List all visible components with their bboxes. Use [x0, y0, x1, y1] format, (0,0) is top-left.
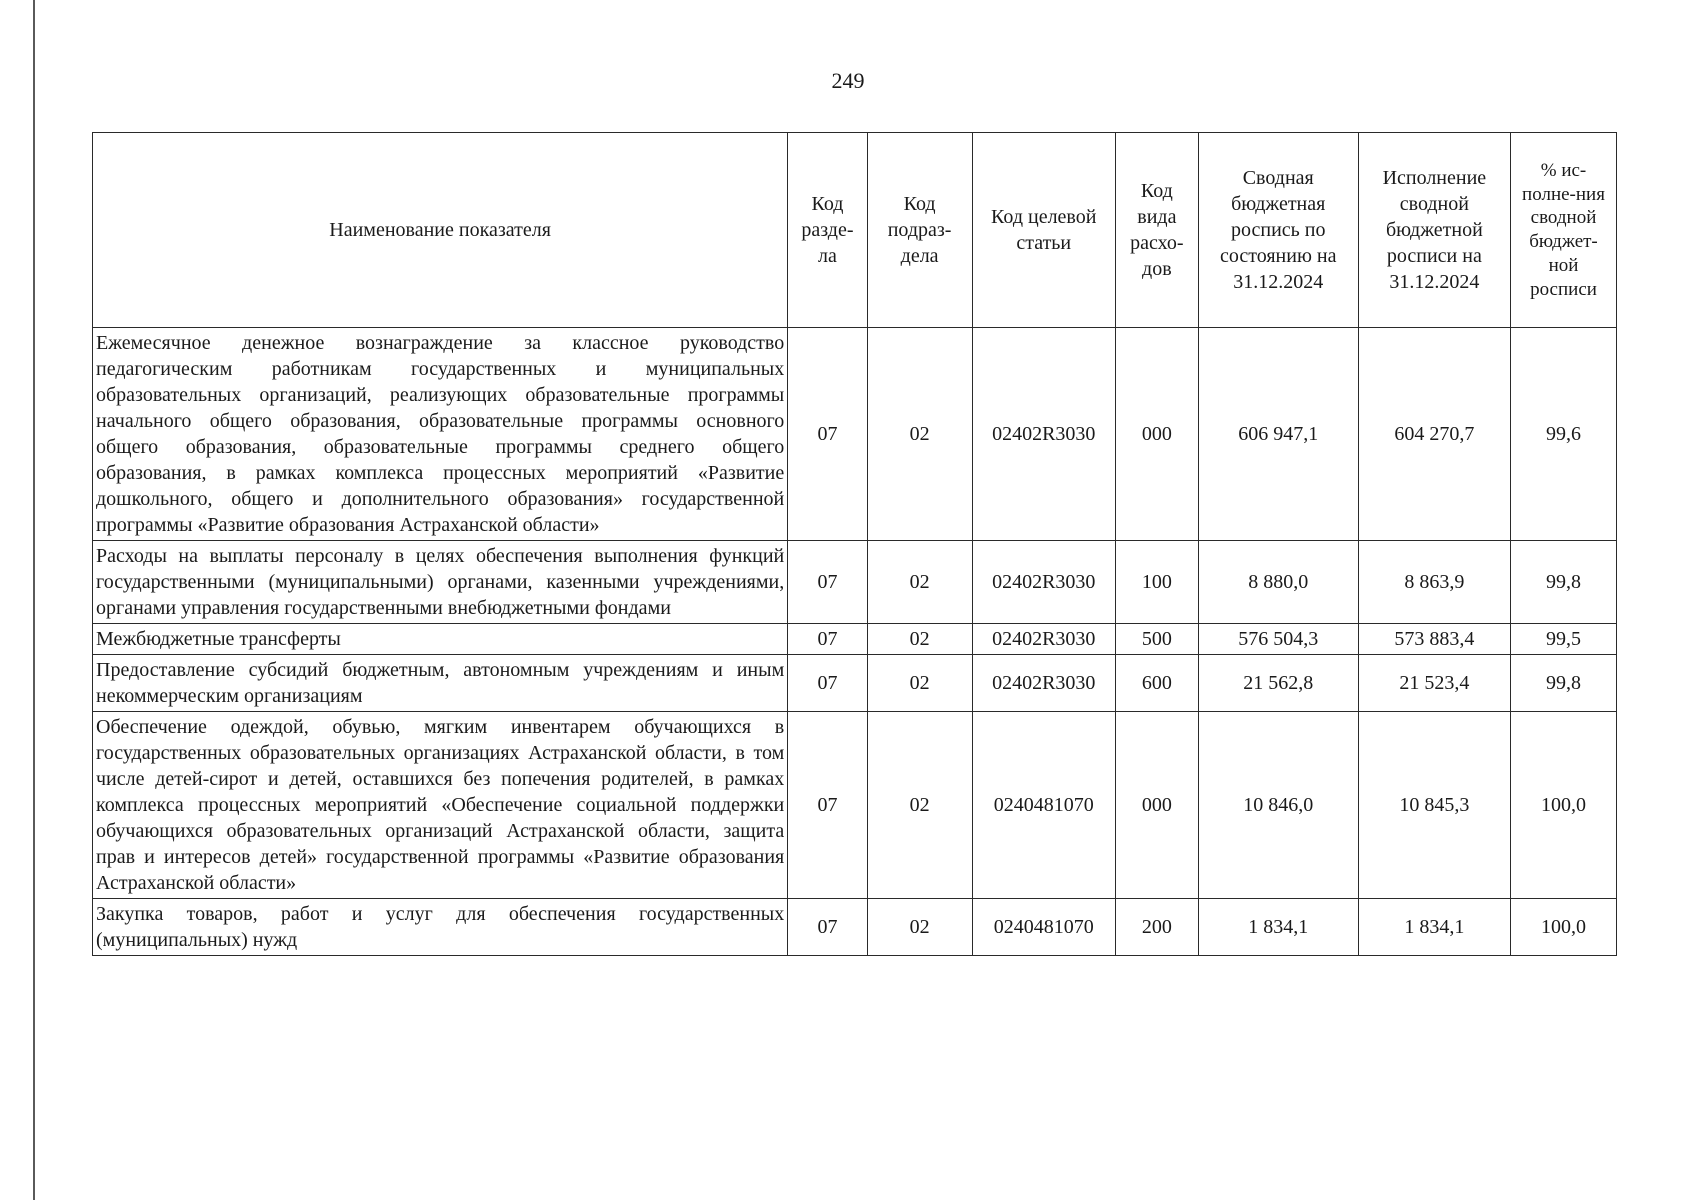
header-indicator-name: Наименование показателя: [93, 133, 788, 328]
row-target-code: 02402R3030: [972, 541, 1115, 624]
row-name: Обеспечение одеждой, обувью, мягким инвентарем обучающихся в государственных образовательных организациях Астраханской области, в том числе детей-сирот и детей, оставшихся без попечения родителей, в рамках комплекса процессных мероприятий «Обеспечение социальной поддержки обучающихся образовательных организаций Астраханской области, защита прав и интересов детей» государственной программы «Развитие образования Астраханской области»: [93, 712, 788, 899]
row-subsection-code: 02: [867, 328, 972, 541]
row-budget-plan: 21 562,8: [1198, 655, 1358, 712]
row-expense-type-code: 100: [1115, 541, 1198, 624]
table-row: [93, 541, 1617, 624]
row-subsection-code: 02: [867, 899, 972, 956]
row-section-code: 07: [788, 624, 867, 655]
row-expense-type-code: 200: [1115, 899, 1198, 956]
row-expense-type-code: 000: [1115, 328, 1198, 541]
row-budget-plan: 10 846,0: [1198, 712, 1358, 899]
row-section-code: 07: [788, 328, 867, 541]
row-percent: 100,0: [1511, 712, 1617, 899]
row-target-code: 02402R3030: [972, 624, 1115, 655]
header-budget-plan: Сводная бюджетная роспись по состоянию на 31.12.2024: [1198, 133, 1358, 328]
row-name: Расходы на выплаты персоналу в целях обеспечения выполнения функций государственными (муниципальными) органами, казенными учреждениями, органами управления государственными внебюджетными фондами: [93, 541, 788, 624]
table-row: [93, 899, 1617, 956]
row-section-code: 07: [788, 655, 867, 712]
row-execution: 8 863,9: [1358, 541, 1510, 624]
row-expense-type-code: 500: [1115, 624, 1198, 655]
page-number: 249: [831, 68, 865, 93]
table-header-row: [93, 133, 1617, 328]
row-target-code: 02402R3030: [972, 655, 1115, 712]
row-percent: 99,8: [1511, 541, 1617, 624]
row-percent: 99,8: [1511, 655, 1617, 712]
row-budget-plan: 606 947,1: [1198, 328, 1358, 541]
row-expense-type-code: 000: [1115, 712, 1198, 899]
row-execution: 10 845,3: [1358, 712, 1510, 899]
row-name: Предоставление субсидий бюджетным, автономным учреждениям и иным некоммерческим организациям: [93, 655, 788, 712]
row-section-code: 07: [788, 899, 867, 956]
header-execution: Исполнение сводной бюджетной росписи на 31.12.2024: [1358, 133, 1510, 328]
row-subsection-code: 02: [867, 655, 972, 712]
row-target-code: 02402R3030: [972, 328, 1115, 541]
table-row: [93, 328, 1617, 541]
table-row: [93, 712, 1617, 899]
row-expense-type-code: 600: [1115, 655, 1198, 712]
row-subsection-code: 02: [867, 541, 972, 624]
table-row: [93, 624, 1617, 655]
row-subsection-code: 02: [867, 624, 972, 655]
row-subsection-code: 02: [867, 712, 972, 899]
row-section-code: 07: [788, 712, 867, 899]
row-section-code: 07: [788, 541, 867, 624]
row-execution: 1 834,1: [1358, 899, 1510, 956]
header-expense-type-code: Код вида расхо-дов: [1115, 133, 1198, 328]
header-section-code: Код разде-ла: [788, 133, 867, 328]
header-subsection-code: Код подраз-дела: [867, 133, 972, 328]
row-budget-plan: 1 834,1: [1198, 899, 1358, 956]
row-budget-plan: 576 504,3: [1198, 624, 1358, 655]
row-percent: 100,0: [1511, 899, 1617, 956]
row-execution: 21 523,4: [1358, 655, 1510, 712]
row-name: Закупка товаров, работ и услуг для обеспечения государственных (муниципальных) нужд: [93, 899, 788, 956]
row-percent: 99,6: [1511, 328, 1617, 541]
scan-edge-line: [33, 0, 35, 1200]
row-target-code: 0240481070: [972, 712, 1115, 899]
header-percent: % ис-полне-ния сводной бюджет-ной росписи: [1511, 133, 1617, 328]
budget-execution-table: [92, 132, 1617, 956]
row-budget-plan: 8 880,0: [1198, 541, 1358, 624]
row-execution: 573 883,4: [1358, 624, 1510, 655]
row-execution: 604 270,7: [1358, 328, 1510, 541]
row-name: Ежемесячное денежное вознаграждение за классное руководство педагогическим работникам государственных и муниципальных образовательных организаций, реализующих образовательные программы начального общего образования, образовательные программы основного общего образования, образовательные программы среднего общего образования, в рамках комплекса процессных мероприятий «Развитие дошкольного, общего и дополнительного образования» государственной программы «Развитие образования Астраханской области»: [93, 328, 788, 541]
row-percent: 99,5: [1511, 624, 1617, 655]
row-name: Межбюджетные трансферты: [93, 624, 788, 655]
row-target-code: 0240481070: [972, 899, 1115, 956]
table-row: [93, 655, 1617, 712]
header-target-code: Код целевой статьи: [972, 133, 1115, 328]
